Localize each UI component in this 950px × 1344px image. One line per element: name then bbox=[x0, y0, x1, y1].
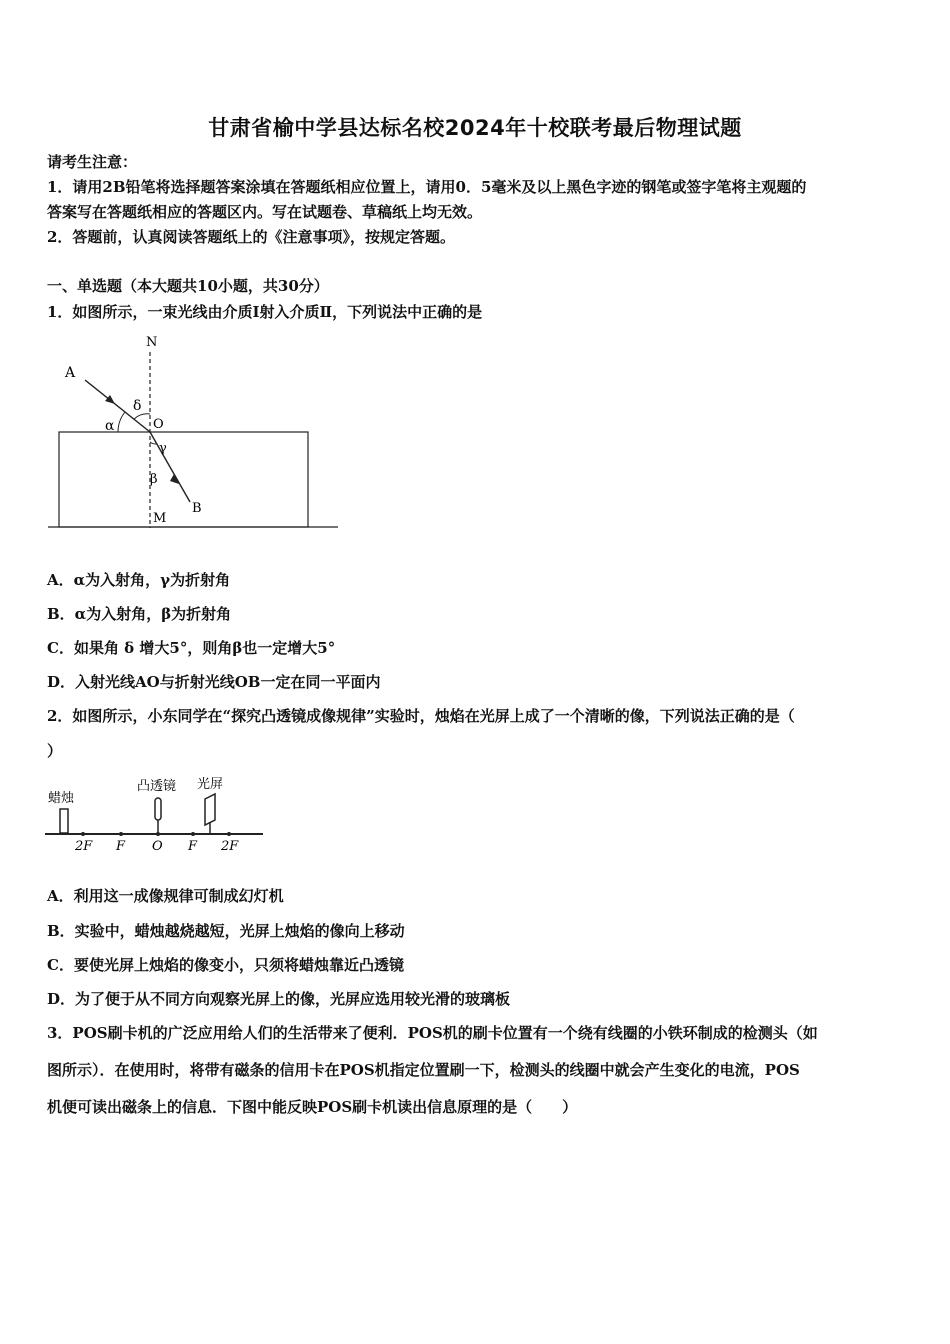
q2-stem-b: ） bbox=[47, 742, 63, 760]
q2-stem-a: 2．如图所示，小东同学在“探究凸透镜成像规律”实验时，烛焰在光屏上成了一个清晰的像，下列说法正确的是（ bbox=[47, 707, 795, 725]
label-gamma: γ bbox=[159, 441, 167, 456]
tick-F-right: F bbox=[188, 839, 198, 854]
medium-block bbox=[59, 432, 308, 527]
q3-line-2: 图所示）．在使用时，将带有磁条的信用卡在POS机指定位置刷一下，检测头的线圈中就会产生变化的电流，POS bbox=[47, 1061, 800, 1079]
tick-2F-right: 2F bbox=[221, 839, 239, 854]
label-screen: 光屏 bbox=[197, 777, 224, 792]
label-delta: δ bbox=[133, 398, 142, 414]
screen-shape bbox=[205, 794, 215, 825]
tick-2F-left: 2F bbox=[75, 839, 93, 854]
label-beta: β bbox=[150, 472, 158, 487]
label-lens: 凸透镜 bbox=[137, 779, 177, 794]
label-O: O bbox=[153, 417, 164, 432]
q1-option-d: D．入射光线AO与折射光线OB一定在同一平面内 bbox=[47, 673, 381, 691]
label-A: A bbox=[65, 365, 76, 381]
q3-line-3: 机便可读出磁条上的信息．下图中能反映POS刷卡机读出信息原理的是（ ） bbox=[47, 1098, 578, 1116]
notice-heading: 请考生注意： bbox=[47, 153, 138, 171]
refracted-ray bbox=[150, 432, 190, 502]
q2-option-a: A．利用这一成像规律可制成幻灯机 bbox=[47, 887, 284, 905]
q3-line-1: 3．POS刷卡机的广泛应用给人们的生活带来了便利．POS机的刷卡位置有一个绕有线圈的小铁环制成的检测头（如 bbox=[47, 1024, 818, 1042]
label-alpha: α bbox=[105, 418, 115, 434]
tick-O: O bbox=[152, 839, 163, 854]
alpha-arc bbox=[118, 412, 125, 432]
label-B: B bbox=[192, 501, 202, 516]
q2-option-c: C．要使光屏上烛焰的像变小，只须将蜡烛靠近凸透镜 bbox=[47, 956, 404, 974]
candle-shape bbox=[60, 809, 68, 833]
page-title: 甘肃省榆中学县达标名校2024年十校联考最后物理试题 bbox=[208, 116, 742, 140]
q1-option-a: A．α为入射角，γ为折射角 bbox=[47, 571, 231, 589]
optical-bench-figure bbox=[45, 772, 265, 854]
notice-line-2: 2．答题前，认真阅读答题纸上的《注意事项》，按规定答题。 bbox=[47, 228, 455, 246]
label-candle: 蜡烛 bbox=[48, 791, 75, 806]
notice-line-1b: 答案写在答题纸相应的答题区内。写在试题卷、草稿纸上均无效。 bbox=[47, 203, 483, 221]
q2-option-d: D．为了便于从不同方向观察光屏上的像，光屏应选用较光滑的玻璃板 bbox=[47, 990, 511, 1008]
label-M: M bbox=[153, 511, 167, 526]
section-heading: 一、单选题（本大题共10小题，共30分） bbox=[47, 277, 329, 295]
delta-arc bbox=[134, 414, 150, 419]
notice-line-1a: 1．请用2B铅笔将选择题答案涂填在答题纸相应位置上，请用0．5毫米及以上黑色字迹的钢笔或签字笔将主观题的 bbox=[47, 178, 807, 196]
q2-option-b: B．实验中，蜡烛越烧越短，光屏上烛焰的像向上移动 bbox=[47, 922, 405, 940]
refraction-figure bbox=[40, 332, 350, 532]
lens-shape bbox=[155, 798, 161, 820]
q1-stem: 1．如图所示，一束光线由介质Ⅰ射入介质Ⅱ，下列说法中正确的是 bbox=[47, 303, 483, 321]
label-N: N bbox=[146, 335, 158, 350]
tick-F-left: F bbox=[116, 839, 126, 854]
q1-option-c: C．如果角 δ 增大5°，则角β也一定增大5° bbox=[47, 639, 336, 657]
q1-option-b: B．α为入射角，β为折射角 bbox=[47, 605, 232, 623]
